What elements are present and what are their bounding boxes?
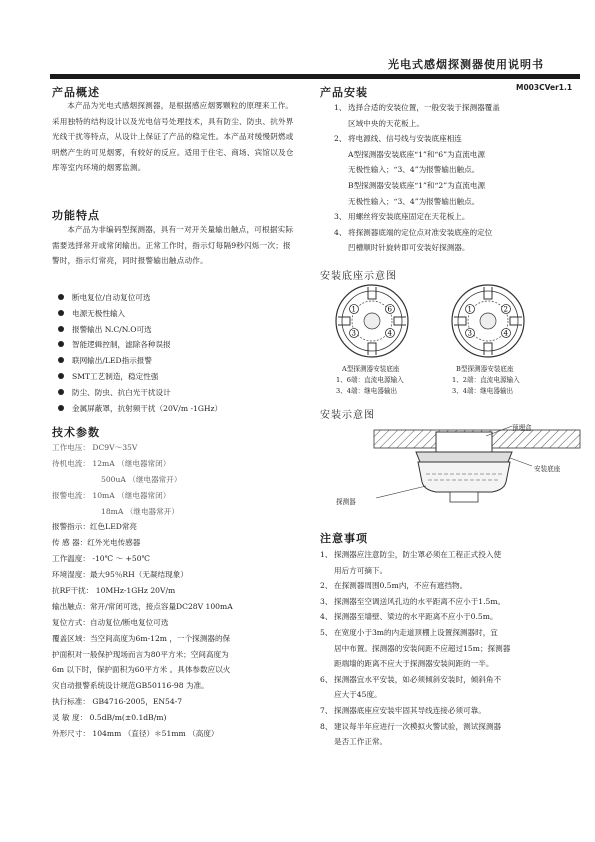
base-diagram-heading: 安装底座示意图 (320, 271, 397, 282)
specs-heading: 技术参数 (52, 426, 100, 439)
installation-item: 3、 用螺丝将安装底座固定在天花板上。 (334, 212, 470, 222)
terminal-label: 4 (503, 329, 508, 338)
note-item: 3、 探测器至空调送风孔边的水平距离不应小于1.5m。 (320, 596, 506, 606)
notes-list (320, 547, 582, 750)
spec-row: 抗RF干扰： 10MHz-1GHz 20V/m (52, 586, 176, 596)
installation-list (334, 100, 584, 256)
spec-row: 传 感 器：红外光电传感器 (52, 538, 141, 548)
spec-row: 500uA （继电器常开） (101, 474, 182, 484)
features-text: 本产品为非编码型探测器，具有一对开关量输出触点，可根据实际需要选择常开或常闭输出。正常工作时，指示灯每隔9秒闪烁一次；报警时，指示灯常亮，同时报警输出触点动作。 (52, 225, 294, 266)
note-item: 4、 探测器至墙壁、梁边的水平距离不应小于0.5m。 (320, 612, 498, 622)
spec-row: 环境湿度：最大95％RH（无凝结现象） (52, 570, 188, 580)
bullet-dot-icon (58, 326, 64, 332)
spec-row: 覆盖区域：当空间高度为6m-12m ，一个探测器的保 (52, 633, 231, 643)
feature-item: SMT工艺制造，稳定性强 (58, 369, 222, 385)
spec-row: 复位方式：自动复位/断电复位可选 (52, 617, 169, 627)
bullet-dot-icon (58, 357, 64, 363)
spec-row: 护面积对一般保护现场而言为80平方米；空间高度为 (52, 649, 229, 659)
spec-row: 6m 以下时，保护面积为60平方米 。具体参数应以火 (52, 665, 231, 675)
bullet-dot-icon (58, 310, 64, 316)
spec-row: 灵 敏 度： 0.5dB/m(±0.1dB/m) (52, 713, 167, 723)
installation-item: A型探测器安装底座“1”和“6”为直流电源 无极性输入；“3、4”为报警输出触点。 B型探测器安装底座“1”和“2”为直流电源 无极性输入；“3、4”为报警输出触点。 (348, 149, 486, 206)
spec-row: 执行标准： GB4716-2005，EN54-7 (52, 697, 183, 707)
feature-item: 电源无极性输入 (58, 306, 222, 322)
terminal-label: 3 (467, 329, 472, 338)
spec-row: 工作温度： -10℃ ～ +50℃ (52, 554, 151, 564)
feature-item: 智能逻辑控制，滤除各种误报 (58, 337, 222, 353)
base-a-caption: A型探测器安装底座 1、6端：直流电源输入 3、4端：继电器输出 (336, 365, 404, 395)
embedded-box (436, 432, 492, 452)
spec-row: 输出触点：常开/常闭可选，接点容量DC28V 100mA (52, 601, 233, 611)
base-b-caption: B型探测器安装底座 1、2端：直流电源输入 3、4端：继电器输出 (452, 365, 520, 395)
features-heading: 功能特点 (52, 209, 100, 222)
detector-body (418, 462, 510, 492)
features-list (58, 290, 222, 416)
detector-label: 探测器 (336, 498, 356, 506)
spec-row: 18mA （继电器常开） (101, 506, 179, 516)
overview-text: 本产品为光电式感烟探测器，是根据感应烟雾颗粒的原理来工作。采用独特的结构设计以及光电信号处理技术，具有防尘、防虫、抗外界光线干扰等特点，从设计上保证了产品的稳定性。本产品对缓慢阴燃或明燃产生的可见烟雾，有较好的反应。适用于住宅、商场、宾馆以及仓库等室内环境的烟雾监测。 (52, 101, 294, 173)
note-item: 2、 在探测器周围0.5m内，不应有遮挡物。 (320, 581, 468, 591)
embedded-box-label: 预埋盒 (512, 424, 532, 432)
note-item: 7、 探测器底座应安装牢固其导线连接必须可靠。 (320, 705, 486, 715)
feature-item: 金属屏蔽罩，抗射频干扰（20V/m -1GHz） (58, 401, 222, 417)
bullet-dot-icon (58, 405, 64, 411)
spec-row: 外形尺寸： 104mm （直径）＊51mm （高度） (52, 729, 219, 739)
terminal-label: 2 (503, 305, 508, 314)
terminal-label: 1 (351, 305, 356, 314)
spec-row: 报警指示：红色LED常亮 (52, 522, 138, 532)
spec-row: 工作电压： DC9V～35V (52, 443, 138, 452)
base-a-drawing (336, 285, 408, 357)
terminal-label: 4 (387, 329, 392, 338)
installation-item: 2、 将电源线、信号线与安装底座相连 (334, 134, 462, 144)
feature-item: 报警输出 N.C/N.O可选 (58, 322, 222, 338)
base-b-drawing (452, 285, 524, 357)
document-title: 光电式感烟探测器使用说明书 (388, 58, 544, 71)
feature-item: 断电复位/自动复位可选 (58, 290, 222, 306)
terminal-label: 6 (387, 305, 392, 314)
feature-item: 联网输出/LED指示报警 (58, 353, 222, 369)
bullet-dot-icon (58, 294, 64, 300)
installation-heading: 产品安装 (320, 86, 368, 99)
spec-row: 报警电流： 10mA （继电器常闭） (52, 490, 171, 500)
note-item: 6、 探测器宜水平安装，如必须倾斜安装时，倾斜角不 应大于45度。 (320, 674, 502, 700)
title-rule (50, 74, 580, 79)
terminal-label: 1 (467, 305, 472, 314)
installation-item: 1、 选择合适的安装位置，一般安装于探测器覆盖 区域中央的天花板上。 (334, 103, 500, 128)
mounting-base-label: 安装底座 (534, 465, 561, 473)
bullet-dot-icon (58, 341, 64, 347)
note-item: 5、 在宽度小于3m的内走道顶棚上设置探测器时，宜 居中布置。探测器的安装间距不应超过15m；探测器 距端墙的距离不应大于探测器安装间距的一半。 (320, 627, 511, 669)
spec-row: 待机电流： 12mA （继电器常闭） (52, 458, 171, 468)
overview-heading: 产品概述 (52, 86, 100, 99)
terminal-label: 3 (351, 329, 356, 338)
bullet-dot-icon (58, 373, 64, 379)
installation-item: 4、 将探测器底端的定位点对准安装底座的定位 凹槽顺时针旋转即可安装好探测器。 (334, 227, 493, 253)
mounting-base (416, 452, 512, 462)
notes-heading: 注意事项 (320, 532, 368, 545)
spec-row: 灾自动报警系统设计规范GB50116-98 为准。 (52, 681, 209, 691)
version-label: M003CVer1.1 (516, 83, 573, 92)
note-item: 1、 探测器应注意防尘，防尘罩必须在工程正式投入使 用后方可摘下。 (320, 550, 502, 575)
install-diagram-heading: 安装示意图 (320, 410, 375, 421)
specs-list (52, 440, 233, 742)
note-item: 8、 建议每半年应进行一次模拟火警试验，测试探测器 是否工作正常。 (320, 721, 502, 747)
feature-item: 防尘、防虫、抗白光干扰设计 (58, 385, 222, 401)
bullet-dot-icon (58, 389, 64, 395)
mounting-base-diagram (330, 283, 580, 363)
